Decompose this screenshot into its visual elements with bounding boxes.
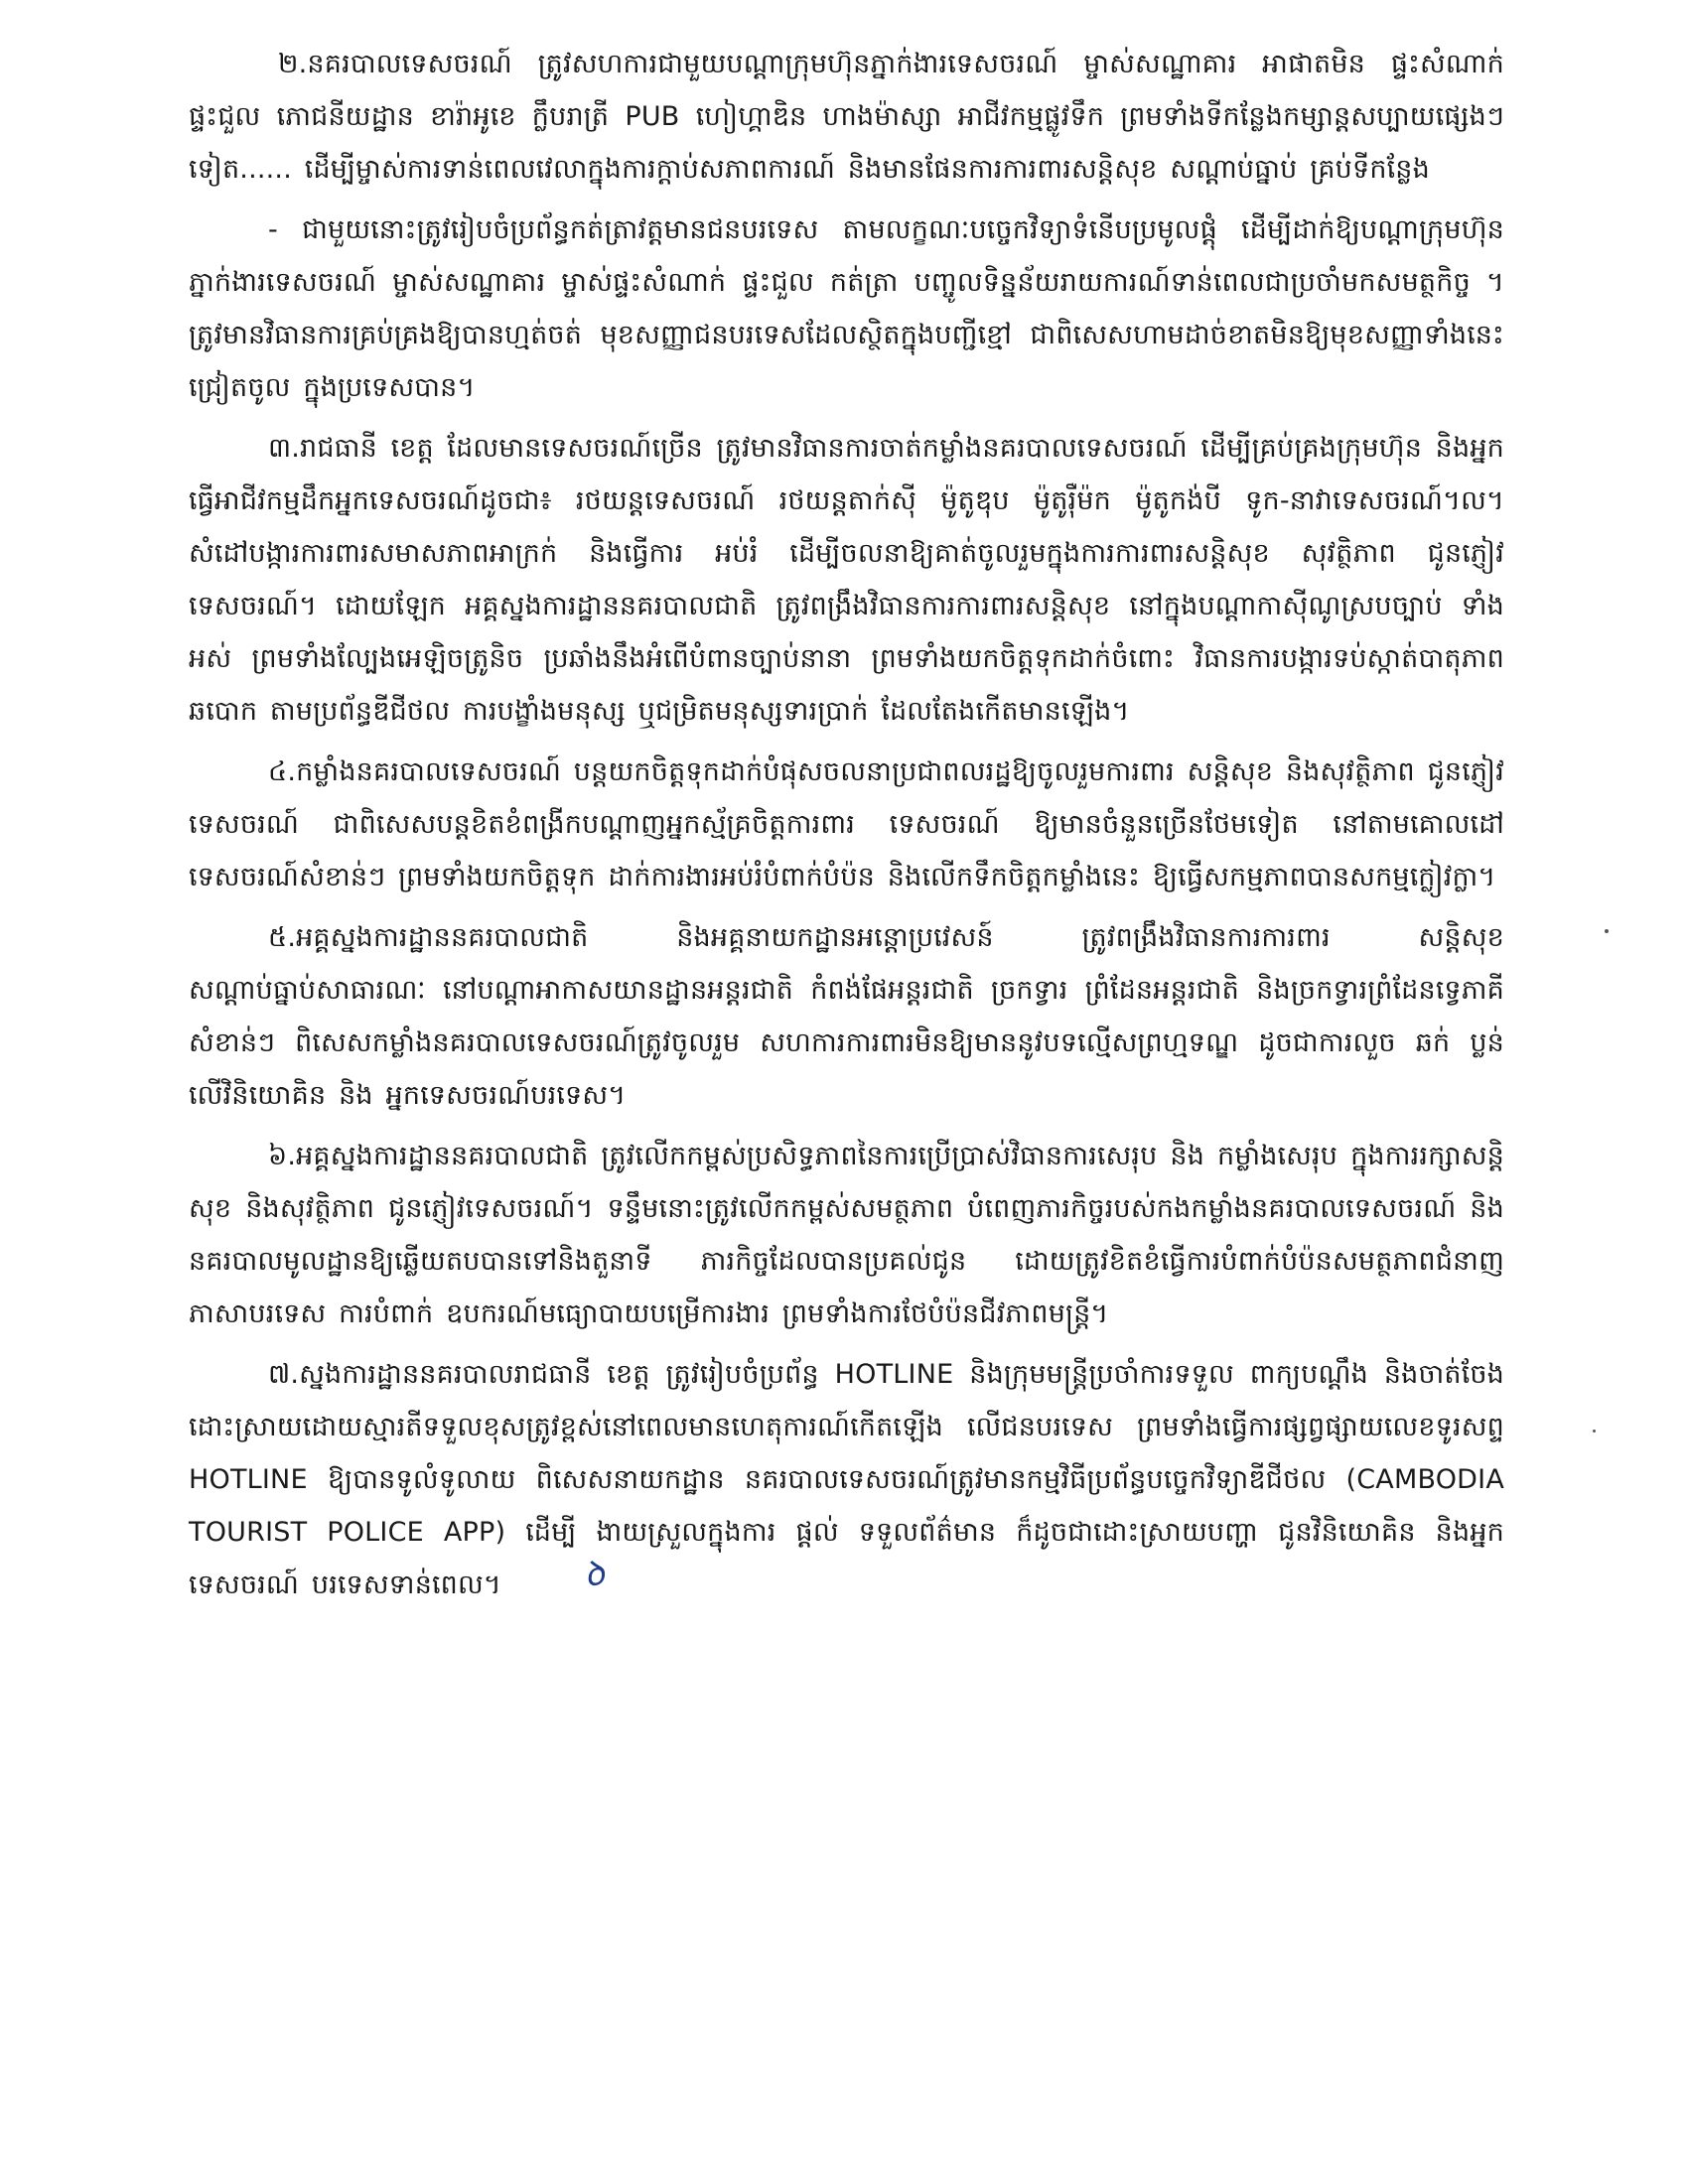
scan-speck — [1605, 929, 1609, 933]
paragraph-item-2: ២.នគរបាលទេសចរណ៍ ត្រូវសហការជាមួយបណ្តាក្រុមហ៊ុនភ្នាក់ងារទេសចរណ៍ ម្ចាស់សណ្ឋាគារ អាផាតមិន ផ្ទះសំណាក់ ផ្ទះជួល ភោជនីយដ្ឋាន ខារ៉ាអូខេ ក្លឹបរាត្រី PUB ហៀហ្គាឌិន ហាងម៉ាស្សា អាជីវកម្មផ្លូវទឹក ព្រមទាំងទីកន្លែងកម្សាន្តសប្បាយផ្សេងៗទៀត...... ដើម្បីម្ចាស់ការទាន់ពេលវេលាក្នុងការក្តាប់សភាពការណ៍ និងមានផែនការការពារសន្តិសុខ សណ្តាប់ធ្នាប់ គ្រប់ទីកន្លែង — [189, 49, 1504, 185]
paragraph-item-7-text: ៧.ស្នងការដ្ឋាននគរបាលរាជធានី ខេត្ត ត្រូវរៀបចំប្រព័ន្ធ HOTLINE និងក្រុមមន្ត្រីប្រចាំការទទួល ពាក្យបណ្តឹង និងចាត់ចែងដោះស្រាយដោយស្មារតីទទួលខុសត្រូវខ្ពស់នៅពេលមានហេតុការណ៍កើតឡើង លើជនបរទេស ព្រមទាំងធ្វើការផ្សព្វផ្សាយលេខទូរសព្ទ HOTLINE ឱ្យបានទូលំទូលាយ ពិសេសនាយកដ្ឋាន នគរបាលទេសចរណ៍ត្រូវមានកម្មវិធីប្រព័ន្ធបច្ចេកវិទ្យាឌីជីថល (CAMBODIA TOURIST POLICE APP) ដើម្បី ងាយស្រួលក្នុងការ ផ្តល់ ទទួលព័ត៌មាន ក៏ដូចជាដោះស្រាយបញ្ហា ជូនវិនិយោគិន និងអ្នកទេសចរណ៍ បរទេសទាន់ពេល។ — [189, 1359, 1504, 1600]
paragraph-item-7 — [189, 1348, 1504, 1611]
paragraph-bullet: - ជាមួយនោះត្រូវរៀបចំប្រព័ន្ធកត់ត្រាវត្តមានជនបរទេស តាមលក្ខណៈបច្ចេកវិទ្យាទំនើបប្រមូលផ្តុំ ដើម្បីដាក់ឱ្យបណ្តាក្រុមហ៊ុនភ្នាក់ងារទេសចរណ៍ ម្ចាស់សណ្ឋាគារ ម្ចាស់ផ្ទះសំណាក់ ផ្ទះជួល កត់ត្រា បញ្ចូលទិន្នន័យរាយការណ៍ទាន់ពេលជាប្រចាំមកសមត្ថកិច្ច ។ ត្រូវមានវិធានការគ្រប់គ្រងឱ្យបានហ្មត់ចត់ មុខសញ្ញាជនបរទេសដែលស្ថិតក្នុងបញ្ជីខ្មៅ ជាពិសេសហាមដាច់ខាតមិនឱ្យមុខសញ្ញាទាំងនេះជ្រៀតចូល ក្នុងប្រទេសបាន។ — [189, 214, 1504, 403]
paragraph-item-5: ៥.អគ្គស្នងការដ្ឋាននគរបាលជាតិ និងអគ្គនាយកដ្ឋានអន្តោប្រវេសន៍ ត្រូវពង្រឹងវិធានការការពារ សន្តិសុខ សណ្តាប់ធ្នាប់សាធារណៈ នៅបណ្តាអាកាសយានដ្ឋានអន្តរជាតិ កំពង់ផែអន្តរជាតិ ច្រកទ្វារ ព្រំដែនអន្តរជាតិ និងច្រកទ្វារព្រំដែនទ្វេភាគីសំខាន់ៗ ពិសេសកម្លាំងនគរបាលទេសចរណ៍ត្រូវចូលរួម សហការការពារមិនឱ្យមាននូវបទល្មើសព្រហ្មទណ្ឌ ដូចជាការលួច ឆក់ ប្លន់ លើវិនិយោគិន និង អ្នកទេសចរណ៍បរទេស។ — [189, 922, 1504, 1111]
paragraph-item-4: ៤.កម្លាំងនគរបាលទេសចរណ៍ បន្តយកចិត្តទុកដាក់បំផុសចលនាប្រជាពលរដ្ឋឱ្យចូលរួមការពារ សន្តិសុខ និងសុវត្ថិភាព ជូនភ្ញៀវទេសចរណ៍ ជាពិសេសបន្តខិតខំពង្រីកបណ្តាញអ្នកស្ម័គ្រចិត្តការពារ ទេសចរណ៍ ឱ្យមានចំនួនច្រើនថែមទៀត នៅតាមគោលដៅទេសចរណ៍សំខាន់ៗ ព្រមទាំងយកចិត្តទុក ដាក់ការងារអប់រំបំពាក់បំប៉ន និងលើកទឹកចិត្តកម្លាំងនេះ ឱ្យធ្វើសកម្មភាពបានសកម្មក្លៀវក្លា។ — [189, 756, 1504, 892]
document-body — [189, 38, 1504, 1619]
scan-speck — [1593, 1430, 1596, 1433]
handwritten-mark: ꝺ — [580, 1552, 609, 1596]
paragraph-item-6: ៦.អគ្គស្នងការដ្ឋាននគរបាលជាតិ ត្រូវលើកកម្ពស់ប្រសិទ្ធភាពនៃការប្រើប្រាស់វិធានការសេរុប និង កម្លាំងសេរុប ក្នុងការរក្សាសន្តិសុខ និងសុវត្ថិភាព ជូនភ្ញៀវទេសចរណ៍។ ទន្ទឹមនោះត្រូវលើកកម្ពស់សមត្ថភាព បំពេញភារកិច្ចរបស់កងកម្លាំងនគរបាលទេសចរណ៍ និងនគរបាលមូលដ្ឋានឱ្យឆ្លើយតបបានទៅនិងតួនាទី ភារកិច្ចដែលបានប្រគល់ជូន ដោយត្រូវខិតខំធ្វើការបំពាក់បំប៉នសមត្ថភាពជំនាញ ភាសាបរទេស ការបំពាក់ ឧបករណ៍មធ្យោបាយបម្រើការងារ ព្រមទាំងការថែបំប៉នជីវភាពមន្ត្រី។ — [189, 1141, 1504, 1329]
paragraph-item-3: ៣.រាជធានី ខេត្ត ដែលមានទេសចរណ៍ច្រើន ត្រូវមានវិធានការចាត់កម្លាំងនគរបាលទេសចរណ៍ ដើម្បីគ្រប់គ្រងក្រុមហ៊ុន និងអ្នកធ្វើអាជីវកម្មដឹកអ្នកទេសចរណ៍ដូចជា៖ រថយន្តទេសចរណ៍ រថយន្តតាក់ស៊ី ម៉ូតូឌុប ម៉ូតូរ៉ឺម៉ក ម៉ូតូកង់បី ទូក-នាវាទេសចរណ៍។ល។ សំដៅបង្ការការពារសមាសភាពអាក្រក់ និងធ្វើការ អប់រំ ដើម្បីចលនាឱ្យគាត់ចូលរួមក្នុងការការពារសន្តិសុខ សុវត្ថិភាព ជូនភ្ញៀវទេសចរណ៍។ ដោយឡែក អគ្គស្នងការដ្ឋាននគរបាលជាតិ ត្រូវពង្រឹងវិធានការការពារសន្តិសុខ នៅក្នុងបណ្តាកាស៊ីណូស្របច្បាប់ ទាំងអស់ ព្រមទាំងល្បែងអេឡិចត្រូនិច ប្រឆាំងនឹងអំពើបំពានច្បាប់នានា ព្រមទាំងយកចិត្តទុកដាក់ចំពោះ វិធានការបង្ការទប់ស្កាត់បាតុភាពឆបោក តាមប្រព័ន្ធឌីជីថល ការបង្ខាំងមនុស្ស ឬជម្រិតមនុស្សទារប្រាក់ ដែលតែងកើតមានឡើង។ — [189, 433, 1504, 727]
